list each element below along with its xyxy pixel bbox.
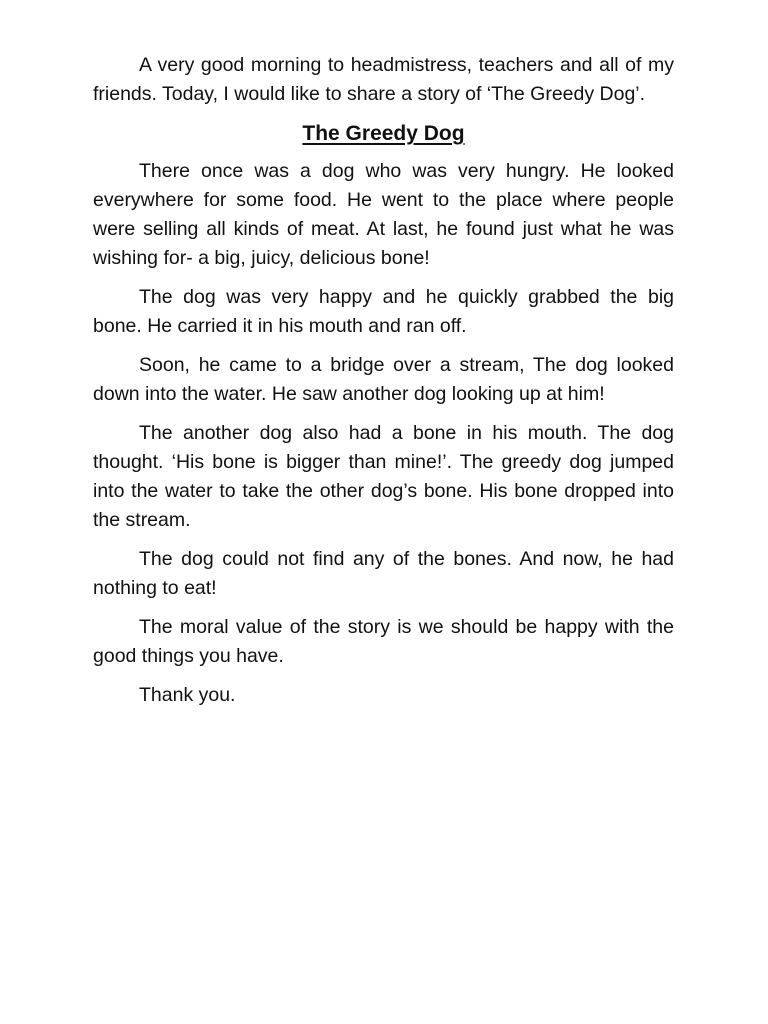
closing-line: Thank you.	[139, 684, 236, 706]
story-title: The Greedy Dog	[302, 122, 465, 145]
story-paragraph-3: Soon, he came to a bridge over a stream, The dog looked down into the water. He saw another dog looking up at him!	[93, 354, 674, 405]
story-paragraph-2: The dog was very happy and he quickly grabbed the big bone. He carried it in his mouth and ran off.	[93, 286, 674, 337]
story-paragraph-4: The another dog also had a bone in his mouth. The dog thought. ‘His bone is bigger than mine!’. The greedy dog jumped into the water to take the other dog’s bone. His bone dropped into the stream.	[93, 422, 674, 531]
intro-paragraph: A very good morning to headmistress, teachers and all of my friends. Today, I would like to share a story of ‘The Greedy Dog’.	[93, 54, 674, 105]
story-paragraph-1: There once was a dog who was very hungry. He looked everywhere for some food. He went to the place where people were selling all kinds of meat. At last, he found just what he was wishing for- a big, juicy, delicious bone!	[93, 160, 674, 269]
document-page	[93, 51, 674, 710]
story-paragraph-5: The dog could not find any of the bones. And now, he had nothing to eat!	[93, 548, 674, 599]
moral-paragraph: The moral value of the story is we should be happy with the good things you have.	[93, 616, 674, 667]
